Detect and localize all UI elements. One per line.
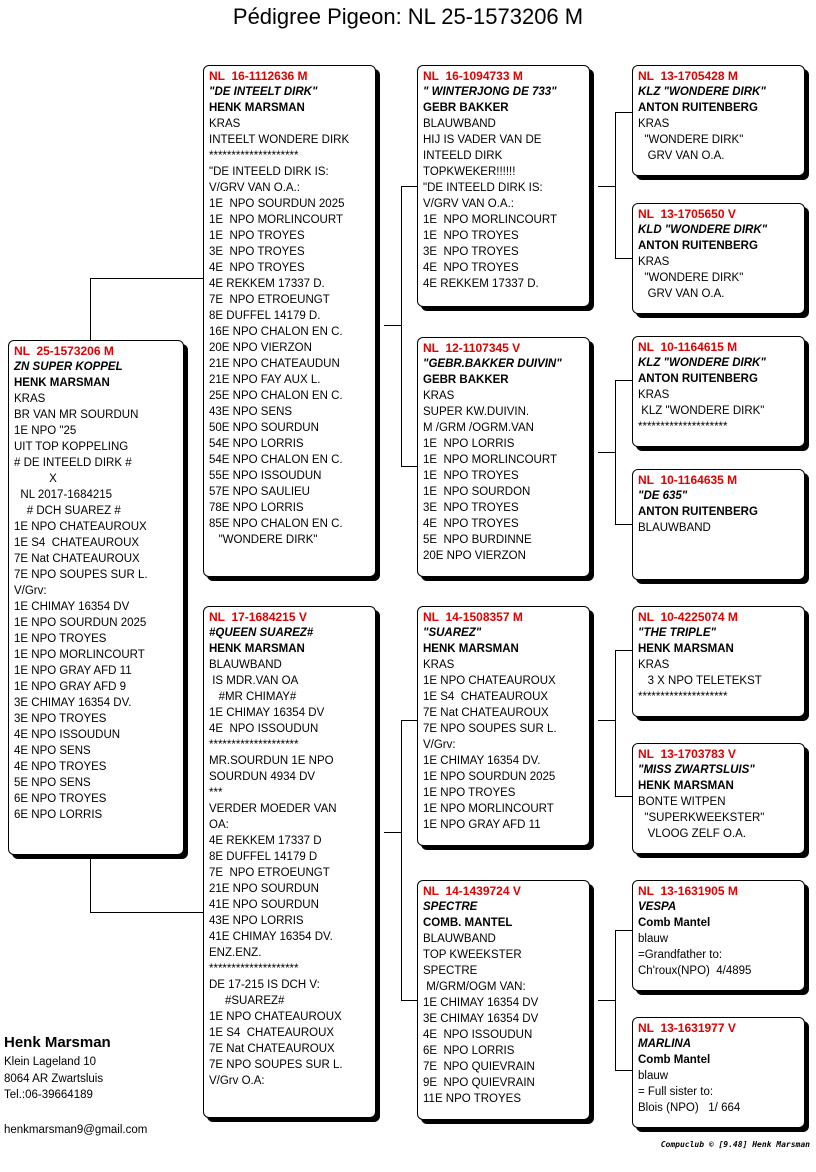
- detail-line: 1E NPO LORRIS: [423, 438, 515, 450]
- detail-line: 6E NPO LORRIS: [423, 1045, 515, 1057]
- detail-line: 7E NPO ETROEUNGT: [209, 867, 330, 879]
- detail-line: "DE INTEELD DIRK IS:: [423, 182, 543, 194]
- connector-line: [401, 1000, 417, 1001]
- detail-line: "DE INTEELD DIRK IS:: [209, 166, 329, 178]
- connector-line: [401, 186, 402, 466]
- connector-line: [615, 1070, 632, 1071]
- detail-line: 7E Nat CHATEAUROUX: [209, 1043, 335, 1055]
- detail-line: 7E NPO QUIEVRAIN: [423, 1061, 535, 1073]
- detail-line: HIJ IS VADER VAN DE: [423, 134, 542, 146]
- pigeon-details: [638, 931, 799, 979]
- detail-line: 4E NPO TROYES: [14, 761, 107, 773]
- detail-line: V/Grv O.A:: [209, 1075, 265, 1087]
- connector-line: [615, 930, 632, 931]
- detail-line: SOURDUN 4934 DV: [209, 771, 316, 783]
- detail-line: 4E NPO TROYES: [423, 262, 519, 274]
- detail-line: BLAUWBAND: [209, 659, 282, 671]
- owner-name: GEBR BAKKER: [423, 374, 509, 386]
- connector-line: [401, 720, 402, 1000]
- connector-line: [90, 278, 203, 279]
- detail-line: 1E NPO MORLINCOURT: [14, 649, 145, 661]
- detail-line: 41E CHIMAY 16354 DV.: [209, 931, 333, 943]
- detail-line: 1E NPO MORLINCOURT: [423, 214, 557, 226]
- detail-line: 3E NPO TROYES: [14, 713, 107, 725]
- owner-name: Comb Mantel: [638, 917, 711, 929]
- pigeon-details: [423, 388, 584, 564]
- detail-line: 21E NPO FAY AUX L.: [209, 374, 321, 386]
- detail-line: 4E NPO ISSOUDUN: [14, 729, 121, 741]
- breeder-email: henkmarsman9@gmail.com: [4, 1124, 148, 1136]
- ring-number: NL 13-1631905 M: [638, 884, 738, 898]
- connector-line: [598, 186, 616, 187]
- owner-name: GEBR BAKKER: [423, 102, 509, 114]
- detail-line: 3 X NPO TELETEKST: [638, 675, 762, 687]
- connector-line: [615, 258, 632, 259]
- detail-line: ********************: [638, 421, 728, 433]
- ring-number: NL 17-1684215 V: [209, 610, 307, 624]
- connector-line: [598, 720, 616, 721]
- connector-line: [615, 380, 616, 524]
- detail-line: blauw: [638, 933, 669, 945]
- pigeon-card-paternal-grandmother: [417, 337, 590, 577]
- detail-line: 43E NPO SENS: [209, 406, 293, 418]
- owner-name: HENK MARSMAN: [423, 643, 519, 655]
- detail-line: 20E NPO VIERZON: [209, 342, 312, 354]
- pigeon-details: [638, 1068, 799, 1116]
- pigeon-name: KLZ "WONDERE DIRK": [638, 357, 766, 369]
- connector-line: [615, 930, 616, 1070]
- pigeon-card-subject: [8, 340, 184, 855]
- detail-line: BR VAN MR SOURDUN: [14, 409, 139, 421]
- detail-line: BLAUWBAND: [423, 118, 496, 130]
- detail-line: TOPKWEKER!!!!!!: [423, 166, 516, 178]
- pigeon-name: "DE INTEELT DIRK": [209, 86, 318, 98]
- connector-line: [598, 1000, 616, 1001]
- detail-line: SPECTRE: [423, 965, 478, 977]
- detail-line: V/Grv:: [14, 585, 47, 597]
- ring-number: NL 10-1164615 M: [638, 340, 738, 354]
- pigeon-name: "MISS ZWARTSLUIS": [638, 764, 755, 776]
- detail-line: 55E NPO ISSOUDUN: [209, 470, 322, 482]
- detail-line: 1E NPO MORLINCOURT: [423, 803, 554, 815]
- detail-line: 3E CHIMAY 16354 DV.: [14, 697, 132, 709]
- pigeon-name: "DE 635": [638, 490, 688, 502]
- detail-line: 7E Nat CHATEAUROUX: [14, 553, 140, 565]
- detail-line: 7E NPO SOUPES SUR L.: [209, 1059, 343, 1071]
- pigeon-details: [423, 931, 584, 1107]
- detail-line: 57E NPO SAULIEU: [209, 486, 310, 498]
- ring-number: NL 16-1094733 M: [423, 69, 523, 83]
- ring-number: NL 13-1705428 M: [638, 69, 738, 83]
- detail-line: 4E NPO SENS: [14, 745, 91, 757]
- detail-line: 4E NPO TROYES: [423, 518, 519, 530]
- breeder-phone: Tel.:06-39664189: [4, 1089, 93, 1101]
- pigeon-name: KLD "WONDERE DIRK": [638, 224, 768, 236]
- detail-line: 3E NPO TROYES: [423, 246, 519, 258]
- detail-line: 1E NPO MORLINCOURT: [423, 454, 557, 466]
- detail-line: SUPER KW.DUIVIN.: [423, 406, 530, 418]
- pigeon-card-paternal-grandfather: [417, 65, 590, 307]
- detail-line: 1E NPO GRAY AFD 11: [14, 665, 132, 677]
- connector-line: [615, 796, 632, 797]
- pigeon-card-ggp-1: [632, 65, 805, 176]
- owner-name: COMB. MANTEL: [423, 917, 513, 929]
- detail-line: BLAUWBAND: [423, 933, 496, 945]
- detail-line: KRAS: [638, 659, 670, 671]
- detail-line: 11E NPO TROYES: [423, 1093, 521, 1105]
- detail-line: 1E NPO SOURDUN 2025: [423, 771, 556, 783]
- detail-line: ********************: [209, 150, 299, 162]
- pigeon-card-maternal-grandfather: [417, 606, 590, 846]
- ring-number: NL 10-1164635 M: [638, 473, 738, 487]
- detail-line: blauw: [638, 1070, 669, 1082]
- detail-line: ********************: [638, 691, 728, 703]
- detail-line: 25E NPO CHALON EN C.: [209, 390, 343, 402]
- detail-line: 50E NPO SOURDUN: [209, 422, 319, 434]
- ring-number: NL 14-1439724 V: [423, 884, 521, 898]
- detail-line: GRV VAN O.A.: [638, 150, 725, 162]
- detail-line: # DE INTEELD DIRK #: [14, 457, 132, 469]
- detail-line: 7E Nat CHATEAUROUX: [423, 707, 549, 719]
- pigeon-name: SPECTRE: [423, 901, 478, 913]
- detail-line: 1E NPO TROYES: [14, 633, 107, 645]
- connector-line: [615, 650, 632, 651]
- detail-line: KRAS: [638, 118, 670, 130]
- detail-line: NL 2017-1684215: [14, 489, 113, 501]
- detail-line: 8E DUFFEL 14179 D: [209, 851, 318, 863]
- detail-line: 1E NPO CHATEAUROUX: [209, 1011, 342, 1023]
- detail-line: 1E NPO CHATEAUROUX: [14, 521, 147, 533]
- detail-line: VLOOG ZELF O.A.: [638, 828, 746, 840]
- detail-line: # DCH SUAREZ #: [14, 505, 121, 517]
- pigeon-details: [638, 387, 799, 435]
- detail-line: 5E NPO BURDINNE: [423, 534, 532, 546]
- detail-line: ********************: [209, 963, 299, 975]
- detail-line: 54E NPO LORRIS: [209, 438, 304, 450]
- detail-line: 7E NPO ETROEUNGT: [209, 294, 330, 306]
- owner-name: HENK MARSMAN: [14, 377, 110, 389]
- connector-line: [401, 186, 417, 187]
- detail-line: "WONDERE DIRK": [638, 134, 744, 146]
- connector-line: [384, 325, 402, 326]
- pigeon-details: [423, 116, 584, 292]
- connector-line: [401, 466, 417, 467]
- detail-line: INTEELD DIRK: [423, 150, 503, 162]
- detail-line: 6E NPO LORRIS: [14, 809, 103, 821]
- detail-line: 7E NPO SOUPES SUR L.: [14, 569, 148, 581]
- detail-line: 4E REKKEM 17337 D.: [423, 278, 539, 290]
- detail-line: "SUPERKWEEKSTER": [638, 812, 765, 824]
- owner-name: ANTON RUITENBERG: [638, 373, 758, 385]
- detail-line: OA:: [209, 819, 229, 831]
- pigeon-details: [638, 254, 799, 302]
- detail-line: V/Grv:: [423, 739, 456, 751]
- pigeon-card-maternal-grandmother: [417, 880, 590, 1120]
- pigeon-details: [638, 794, 799, 842]
- pigeon-card-ggp-2: [632, 203, 805, 314]
- breeder-name: Henk Marsman: [4, 1034, 111, 1051]
- detail-line: 3E CHIMAY 16354 DV: [423, 1013, 539, 1025]
- owner-name: ANTON RUITENBERG: [638, 102, 758, 114]
- detail-line: KLZ "WONDERE DIRK": [638, 405, 765, 417]
- pigeon-details: [638, 116, 799, 164]
- detail-line: V/GRV VAN O.A.:: [209, 182, 300, 194]
- owner-name: ANTON RUITENBERG: [638, 506, 758, 518]
- detail-line: M/GRM/OGM VAN:: [423, 981, 526, 993]
- pigeon-name: VESPA: [638, 901, 677, 913]
- pigeon-details: [638, 657, 799, 705]
- detail-line: 1E NPO SOURDON: [423, 486, 531, 498]
- owner-name: HENK MARSMAN: [209, 643, 305, 655]
- detail-line: 1E CHIMAY 16354 DV.: [423, 755, 541, 767]
- detail-line: ENZ.ENZ.: [209, 947, 262, 959]
- detail-line: 1E NPO SOURDUN 2025: [14, 617, 147, 629]
- detail-line: DE 17-215 IS DCH V:: [209, 979, 320, 991]
- pigeon-card-ggp-5: [632, 606, 805, 717]
- detail-line: 6E NPO TROYES: [14, 793, 107, 805]
- detail-line: Blois (NPO) 1/ 664: [638, 1102, 741, 1114]
- detail-line: 85E NPO CHALON EN C.: [209, 518, 343, 530]
- detail-line: KRAS: [423, 390, 455, 402]
- connector-line: [90, 278, 91, 340]
- detail-line: 1E S4 CHATEAUROUX: [423, 691, 549, 703]
- detail-line: TOP KWEEKSTER: [423, 949, 522, 961]
- pigeon-card-ggp-8: [632, 1017, 805, 1128]
- detail-line: 1E NPO GRAY AFD 11: [423, 819, 541, 831]
- detail-line: 21E NPO CHATEAUDUN: [209, 358, 340, 370]
- detail-line: 21E NPO SOURDUN: [209, 883, 319, 895]
- detail-line: GRV VAN O.A.: [638, 288, 725, 300]
- pigeon-card-ggp-4: [632, 469, 805, 580]
- connector-line: [615, 112, 632, 113]
- detail-line: ********************: [209, 739, 299, 751]
- detail-line: 1E NPO SOURDUN 2025: [209, 198, 345, 210]
- pigeon-card-ggp-7: [632, 880, 805, 991]
- pigeon-name: ZN SUPER KOPPEL: [14, 361, 123, 373]
- breeder-address: Klein Lageland 10: [4, 1056, 97, 1068]
- footer-credit: Compuclub © [9.48] Henk Marsman: [660, 1140, 810, 1149]
- connector-line: [615, 112, 616, 258]
- detail-line: BONTE WITPEN: [638, 796, 726, 808]
- pigeon-details: [209, 657, 370, 1089]
- detail-line: =Grandfather to:: [638, 949, 723, 961]
- page-title: Pédigree Pigeon: NL 25-1573206 M: [232, 4, 584, 29]
- pigeon-card-mother: [203, 606, 376, 1118]
- detail-line: 4E NPO TROYES: [209, 262, 305, 274]
- detail-line: 1E NPO MORLINCOURT: [209, 214, 343, 226]
- detail-line: MR.SOURDUN 1E NPO: [209, 755, 334, 767]
- detail-line: 1E CHIMAY 16354 DV: [423, 997, 539, 1009]
- detail-line: "WONDERE DIRK": [638, 272, 744, 284]
- detail-line: 16E NPO CHALON EN C.: [209, 326, 343, 338]
- pigeon-name: #QUEEN SUAREZ#: [209, 627, 314, 639]
- ring-number: NL 25-1573206 M: [14, 344, 114, 358]
- detail-line: 20E NPO VIERZON: [423, 550, 526, 562]
- detail-line: UIT TOP KOPPELING: [14, 441, 129, 453]
- connector-line: [384, 832, 402, 833]
- detail-line: 1E CHIMAY 16354 DV: [14, 601, 130, 613]
- detail-line: BLAUWBAND: [638, 522, 711, 534]
- detail-line: 1E S4 CHATEAUROUX: [14, 537, 140, 549]
- pigeon-card-ggp-6: [632, 743, 805, 854]
- connector-line: [615, 380, 632, 381]
- pigeon-details: [209, 116, 370, 548]
- pigeon-details: [14, 391, 178, 823]
- detail-line: #MR CHIMAY#: [209, 691, 297, 703]
- owner-name: HENK MARSMAN: [638, 643, 734, 655]
- detail-line: 4E NPO ISSOUDUN: [423, 1029, 533, 1041]
- ring-number: NL 12-1107345 V: [423, 341, 521, 355]
- detail-line: = Full sister to:: [638, 1086, 714, 1098]
- detail-line: KRAS: [14, 393, 46, 405]
- connector-line: [615, 524, 632, 525]
- pigeon-name: "GEBR.BAKKER DUIVIN": [423, 358, 562, 370]
- detail-line: KRAS: [638, 389, 670, 401]
- detail-line: 5E NPO SENS: [14, 777, 91, 789]
- pigeon-card-ggp-3: [632, 336, 805, 447]
- detail-line: 3E NPO TROYES: [423, 502, 519, 514]
- detail-line: KRAS: [638, 256, 670, 268]
- ring-number: NL 10-4225074 M: [638, 610, 738, 624]
- detail-line: INTEELT WONDERE DIRK: [209, 134, 350, 146]
- detail-line: 4E REKKEM 17337 D: [209, 835, 322, 847]
- detail-line: 1E CHIMAY 16354 DV: [209, 707, 325, 719]
- detail-line: 54E NPO CHALON EN C.: [209, 454, 343, 466]
- detail-line: 9E NPO QUIEVRAIN: [423, 1077, 535, 1089]
- detail-line: 1E NPO CHATEAUROUX: [423, 675, 556, 687]
- pigeon-details: [638, 520, 799, 536]
- ring-number: NL 14-1508357 M: [423, 610, 523, 624]
- ring-number: NL 13-1631977 V: [638, 1021, 736, 1035]
- detail-line: 1E S4 CHATEAUROUX: [209, 1027, 335, 1039]
- detail-line: IS MDR.VAN OA: [209, 675, 299, 687]
- detail-line: M /GRM /OGRM.VAN: [423, 422, 534, 434]
- detail-line: ***: [209, 787, 223, 799]
- owner-name: Comb Mantel: [638, 1054, 711, 1066]
- detail-line: X: [14, 473, 57, 485]
- connector-line: [598, 452, 616, 453]
- detail-line: 1E NPO TROYES: [423, 230, 519, 242]
- owner-name: HENK MARSMAN: [638, 780, 734, 792]
- pigeon-details: [423, 657, 584, 833]
- detail-line: "WONDERE DIRK": [209, 534, 318, 546]
- owner-name: HENK MARSMAN: [209, 102, 305, 114]
- detail-line: 7E NPO SOUPES SUR L.: [423, 723, 557, 735]
- ring-number: NL 16-1112636 M: [209, 69, 308, 83]
- ring-number: NL 13-1703783 V: [638, 747, 736, 761]
- detail-line: 1E NPO TROYES: [209, 230, 305, 242]
- detail-line: 1E NPO TROYES: [423, 470, 519, 482]
- detail-line: 78E NPO LORRIS: [209, 502, 304, 514]
- detail-line: #SUAREZ#: [209, 995, 285, 1007]
- owner-name: ANTON RUITENBERG: [638, 240, 758, 252]
- pigeon-card-father: [203, 65, 376, 577]
- pigeon-name: MARLINA: [638, 1038, 692, 1050]
- detail-line: 4E NPO ISSOUDUN: [209, 723, 319, 735]
- pigeon-name: KLZ "WONDERE DIRK": [638, 86, 766, 98]
- pigeon-name: " WINTERJONG DE 733": [423, 86, 557, 98]
- detail-line: 3E NPO TROYES: [209, 246, 305, 258]
- ring-number: NL 13-1705650 V: [638, 207, 736, 221]
- detail-line: 1E NPO "25: [14, 425, 77, 437]
- detail-line: 1E NPO TROYES: [423, 787, 516, 799]
- breeder-city: 8064 AR Zwartsluis: [4, 1072, 104, 1085]
- connector-line: [90, 912, 203, 913]
- detail-line: 4E REKKEM 17337 D.: [209, 278, 325, 290]
- breeder-info: [4, 1032, 111, 1104]
- pigeon-name: "THE TRIPLE": [638, 627, 716, 639]
- pigeon-name: "SUAREZ": [423, 627, 482, 639]
- detail-line: 41E NPO SOURDUN: [209, 899, 319, 911]
- detail-line: 8E DUFFEL 14179 D.: [209, 310, 321, 322]
- connector-line: [401, 720, 417, 721]
- detail-line: 43E NPO LORRIS: [209, 915, 304, 927]
- detail-line: KRAS: [209, 118, 241, 130]
- detail-line: Ch'roux(NPO) 4/4895: [638, 965, 752, 977]
- detail-line: KRAS: [423, 659, 455, 671]
- detail-line: 1E NPO GRAY AFD 9: [14, 681, 127, 693]
- detail-line: V/GRV VAN O.A.:: [423, 198, 514, 210]
- detail-line: VERDER MOEDER VAN: [209, 803, 337, 815]
- connector-line: [615, 650, 616, 796]
- connector-line: [90, 855, 91, 912]
